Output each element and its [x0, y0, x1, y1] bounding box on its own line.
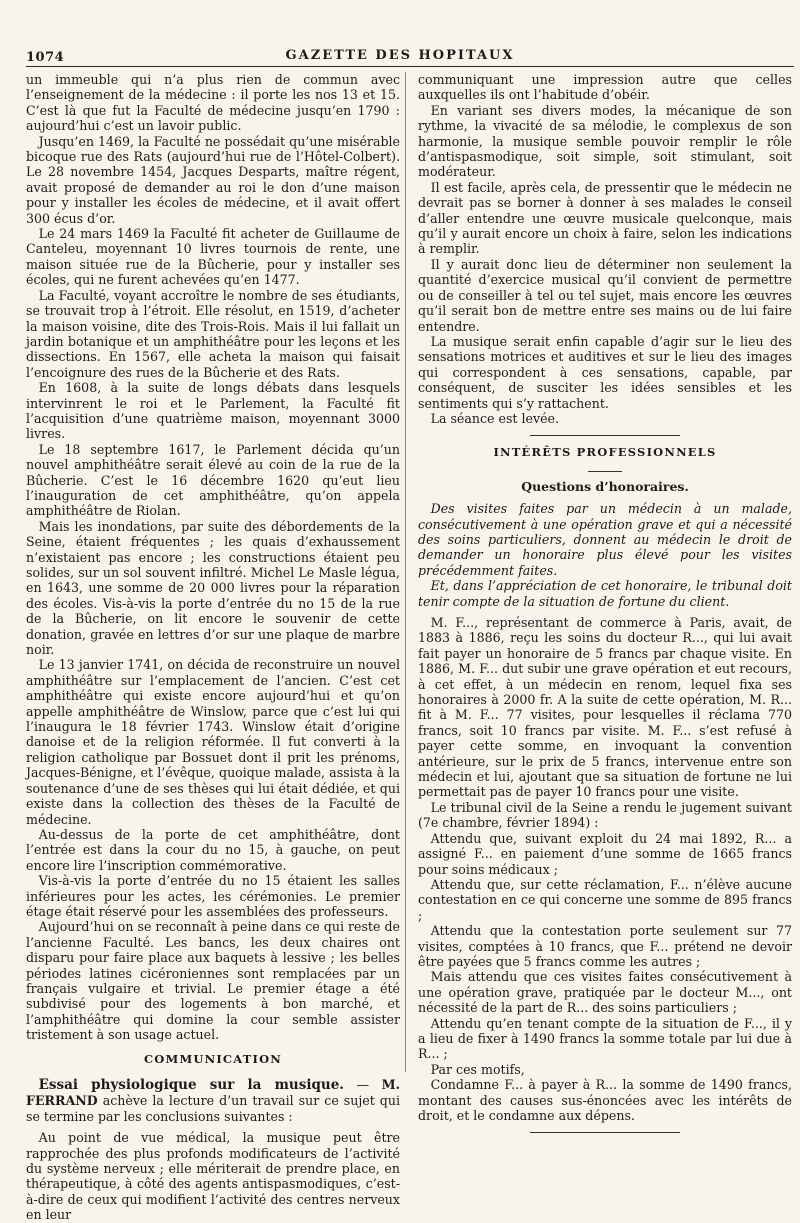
page-number: 1074 [26, 50, 65, 65]
paragraph: Par ces motifs, [430, 1061, 525, 1077]
paragraph: La Faculté, voyant accroître le nombre de ses étudiants, se trouvait trop à l’étroit. Elle résolut, en 1519, d’acheter la maison voisine, dite des Trois-Rois. Mais il lui fallait un jardin botanique et un amphithéâtre pour les leçons et les dissections. En 1567, elle acheta la maison qui faisait l’encoignure des rues de la Bûcherie et des Rats. [26, 287, 400, 380]
paragraph: Le 13 janvier 1741, on décida de reconstruire un nouvel amphithéâtre sur l’emplacement de l’ancien. C’est cet amphithéâtre qui existe encore aujourd’hui et qu’on appelle amphithéâtre de Winslow, parce que c’est lui qui l’inaugura le 18 février 1743. Winslow était d’origine danoise et de la religion réformée. Il fut converti à la religion catholique par Bossuet dont il prit les prénoms, Jacques-Bénigne, et l’évêque, quoique malade, assista à la soutenance d’une de ses thèses qui lui était dédiée, et qui existe dans la collection des thèses de la Faculté de médecine. [26, 657, 400, 827]
paragraph: Il est facile, après cela, de pressentir que le médecin ne devrait pas se borner à donner à ses malades le conseil d’aller entendre une œuvre musicale quelconque, mais qu’il y aurait encore un choix à faire, selon les indications à remplir. [418, 179, 792, 257]
paragraph: Attendu qu’en tenant compte de la situation de F..., il y a lieu de fixer à 1490 francs la somme totale par lui due à R... ; [418, 1015, 792, 1062]
paragraph: Le 24 mars 1469 la Faculté fit acheter de Guillaume de Canteleu, moyennant 10 livres tournois de rente, une maison située rue de la Bûcherie, pour y installer ses écoles, qui ne furent achevées qu’en 1477. [26, 226, 400, 288]
paragraph: Aujourd’hui on se reconnaît à peine dans ce qui reste de l’ancienne Faculté. Les bancs, les deux chaires ont disparu pour faire place aux baquets à lessive ; les belles périodes latines cicéroniennes sont remplacées par un français vulgaire et trivial. Le premier étage a été subdivisé pour des logements à bon marché, et l’amphithéâtre qui domine la cour semble assister tristement à son usage actuel. [26, 919, 400, 1043]
paragraph: Attendu que la contestation porte seulement sur 77 visites, comptées à 10 francs, que F... prétend ne devoir être payées que 5 francs comme les autres ; [418, 923, 792, 969]
paragraph: En 1608, à la suite de longs débats dans lesquels intervinrent le roi et le Parlement, la Faculté fit l’acquisition d’une quatrième maison, moyennant 3000 livres. [26, 380, 400, 442]
end-rule [530, 1132, 680, 1133]
paragraph: M. F..., représentant de commerce à Paris, avait, de 1883 à 1886, reçu les soins du docteur R..., qui lui avait fait payer un honoraire de 5 francs par chaque visite. En 1886, M. F... dut subir une grave opération et eut recours, à cet effet, à un médecin en renom, lequel fixa ses honoraires à 2000 fr. A la suite de cette opération, M. R... fit à M. F... 77 visites, pour lesquelles il réclama 770 francs, soit 10 francs par visite. M. F... s’est refusé à payer cette somme, en invoquant la convention antérieure, sur le prix de 5 francs, intervenue entre son médecin et lui, ajoutant que sa situation de fortune ne lui permettait pas de payer 10 francs pour une visite. [418, 615, 792, 800]
paragraph: La musique serait enfin capable d’agir sur le lieu des sensations motrices et auditives et sur le lieu des images qui correspondent à ces sensations, capable, par conséquent, de susciter les idées sensibles et les sentiments qui s’y rattachent. [418, 333, 792, 411]
paragraph: Attendu que, suivant exploit du 24 mai 1892, R... a assigné F... en paiement d’une somme de 1665 francs pour soins médicaux ; [418, 830, 792, 877]
essay-title: Essai physiologique sur la musique. [38, 1077, 345, 1093]
paragraph: Attendu que, sur cette réclamation, F... n’élève aucune contestation en ce qui concerne une somme de 895 francs ; [418, 876, 792, 923]
summary-paragraph: Des visites faites par un médecin à un malade, consécutivement à une opération grave et qui a nécessité des soins particuliers, donnent au médecin le droit de demander un honoraire plus élevé pour les visites précédemment faites. [418, 501, 792, 578]
section-rule [530, 435, 680, 436]
running-title: GAZETTE DES HOPITAUX [285, 48, 515, 63]
paragraph: Mais les inondations, par suite des débordements de la Seine, étaient fréquentes ; les quais d’exhaussement n’existaient pas encore ; les constructions étaient peu solides, sur un sol souvent infiltré. Michel Le Masle légua, en 1643, une somme de 20 000 livres pour la réparation des écoles. Vis-à-vis la porte d’entrée du no 15 de la rue de la Bûcherie, on lit encore le souvenir de cette donation, gravée en lettres d’or sur une plaque de marbre noir. [26, 518, 400, 658]
subheading: Questions d’honoraires. [521, 478, 689, 494]
section-heading-interets: INTÉRÊTS PROFESSIONNELS [493, 445, 717, 460]
short-rule [588, 471, 622, 472]
paragraph: un immeuble qui n’a plus rien de commun avec l’enseignement de la médecine : il porte les nos 13 et 15. C’est là que fut la Faculté de médecine jusqu’en 1790 : aujourd’hui c’est un lavoir public. [26, 72, 400, 134]
paragraph: Le tribunal civil de la Seine a rendu le jugement suivant (7e chambre, février 1894) : [418, 799, 792, 831]
essay-intro: achève la lecture d’un travail sur ce sujet qui se termine par les conclusions suivantes : [26, 1093, 400, 1124]
header-rule [26, 66, 794, 67]
paragraph: Au-dessus de la porte de cet amphithéâtre, dont l’entrée est dans la cour du no 15, à gauche, on peut encore lire l’inscription commémorative. [26, 826, 400, 873]
paragraph: Au point de vue médical, la musique peut être rapprochée des plus profonds modificateurs de l’activité du système nerveux ; elle mériterait de prendre place, en thérapeutique, à côté des agents antispasmodiques, c’est-à-dire de ceux qui modifient l’activité des centres nerveux en leur [26, 1130, 400, 1223]
case-summary [418, 501, 792, 609]
essay-author: M. FERRAND [26, 1077, 400, 1109]
left-column [26, 72, 400, 1223]
paragraph: Jusqu’en 1469, la Faculté ne possédait qu’une misérable bicoque rue des Rats (aujourd’hui rue de l’Hôtel-Colbert). Le 28 novembre 1454, Jacques Desparts, maître régent, avait proposé de demander au roi le don d’une maison pour y installer les écoles de médecine, et il avait offert 300 écus d’or. [26, 133, 400, 226]
paragraph: communiquant une impression autre que celles auxquelles ils ont l’habitude d’obéir. [418, 72, 792, 103]
paragraph: La séance est levée. [430, 410, 559, 426]
right-column [418, 72, 792, 1133]
paragraph: Condamne F... à payer à R... la somme de 1490 francs, montant des causes sus-énoncées avec les intérêts de droit, et le condamne aux dépens. [418, 1077, 792, 1123]
essay-dash: — [344, 1077, 382, 1092]
paragraph: Le 18 septembre 1617, le Parlement décida qu’un nouvel amphithéâtre serait élevé au coin de la rue de la Bûcherie. C’est le 16 décembre 1620 qu’eut lieu l’inauguration de cet amphithéâtre, qu’on appela amphithéâtre de Riolan. [26, 441, 400, 519]
paragraph: Mais attendu que ces visites faites consécutivement à une opération grave, pratiquée par le docteur M..., ont nécessité de la part de R... des soins particuliers ; [418, 969, 792, 1016]
summary-paragraph: Et, dans l’appréciation de cet honoraire, le tribunal doit tenir compte de la situation de fortune du client. [418, 578, 792, 609]
paragraph: Vis-à-vis la porte d’entrée du no 15 étaient les salles inférieures pour les actes, les cérémonies. Le premier étage était réservé pour les assemblées des professeurs. [26, 873, 400, 919]
section-heading-communication: COMMUNICATION [143, 1051, 283, 1066]
paragraph: Il y aurait donc lieu de déterminer non seulement la quantité d’exercice musical qu’il convient de permettre ou de conseiller à tel ou tel sujet, mais encore les œuvres qu’il serait bon de mettre entre ses mains ou de lui faire entendre. [418, 256, 792, 334]
column-separator [405, 72, 406, 1072]
paragraph: En variant ses divers modes, la mécanique de son rythme, la vivacité de sa mélodie, le complexus de son harmonie, la musique semble pouvoir remplir le rôle d’antispasmodique, soit simple, soit stimulant, soit modérateur. [418, 102, 792, 180]
essay-lead [26, 1077, 400, 1124]
